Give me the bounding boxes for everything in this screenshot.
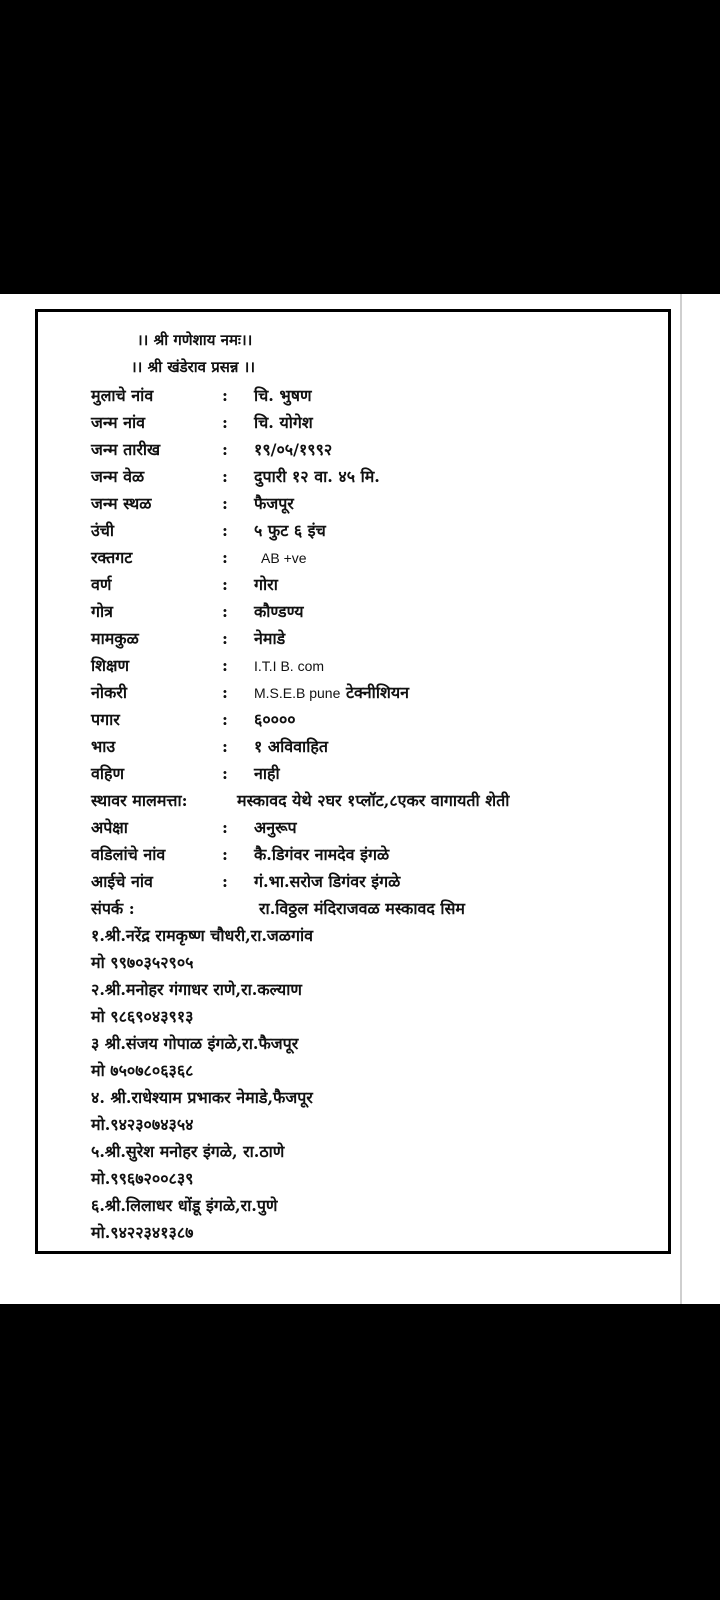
field-label: शिक्षण (91, 656, 130, 675)
field-value: चि. योगेश (254, 413, 313, 432)
field-value: चि. भुषण (254, 386, 312, 405)
field-label: उंची (91, 521, 115, 540)
field-value: नाही (254, 764, 280, 783)
field-value: १ अविवाहित (254, 737, 328, 756)
reference-2-name: २.श्री.मनोहर गंगाधर राणे,रा.कल्याण (91, 980, 302, 999)
field-label: जन्म नांव (91, 413, 146, 432)
field-label: जन्म तारीख (91, 440, 161, 459)
reference-3-name: ३ श्री.संजय गोपाळ इंगळे,रा.फैजपूर (91, 1034, 299, 1053)
field-value: ५ फुट ६ इंच (254, 521, 326, 540)
field-label: पगार (91, 710, 120, 729)
field-value: गोरा (254, 575, 278, 594)
field-colon: : (222, 629, 228, 648)
field-value: दुपारी १२ वा. ४५ मि. (254, 467, 380, 486)
field-colon: : (222, 602, 228, 621)
reference-5-name: ५.श्री.सुरेश मनोहर इंगळे, रा.ठाणे (91, 1142, 285, 1161)
field-value: कै.डिगंवर नामदेव इंगळे (254, 845, 390, 864)
field-colon: : (222, 440, 228, 459)
field-value: मस्कावद येथे २घर १प्लॉट,८एकर वागायती शेती (237, 791, 510, 810)
reference-4-name: ४. श्री.राधेश्याम प्रभाकर नेमाडे,फैजपूर (91, 1088, 313, 1107)
reference-1-name: १.श्री.नरेंद्र रामकृष्ण चौधरी,रा.जळगांव (91, 926, 313, 945)
reference-6-phone: मो.९४२२३४१३८७ (91, 1223, 194, 1242)
field-label: गोत्र (91, 602, 113, 621)
field-colon: : (222, 386, 228, 405)
field-colon: : (222, 467, 228, 486)
field-colon: : (222, 494, 228, 513)
field-brother (91, 735, 661, 763)
field-label: मामकुळ (91, 629, 139, 648)
field-value: गं.भा.सरोज डिगंवर इंगळे (254, 872, 401, 891)
reference-6-name: ६.श्री.लिलाधर धोंडू इंगळे,रा.पुणे (91, 1196, 278, 1215)
field-mother-name (91, 870, 661, 898)
reference-1-phone: मो ९९७०३५२९०५ (91, 953, 194, 972)
field-value: नेमाडे (254, 629, 286, 648)
field-label: अपेक्षा (91, 818, 128, 837)
field-label: स्थावर मालमत्ता: (91, 791, 188, 810)
field-groom-name (91, 384, 661, 412)
field-occupation (91, 681, 661, 709)
biodata-card (35, 309, 671, 1254)
field-value: रा.विठ्ठल मंदिराजवळ मस्कावद सिम (259, 899, 465, 918)
field-colon: : (222, 521, 228, 540)
field-education (91, 654, 661, 682)
photo-edge (680, 294, 682, 1304)
field-value: I.T.I B. com (254, 658, 325, 674)
field-colon: : (222, 413, 228, 432)
field-colon: : (222, 548, 228, 567)
field-label: मुलाचे नांव (91, 386, 154, 405)
field-blood-group (91, 546, 661, 574)
field-colon: : (222, 575, 228, 594)
field-complexion (91, 573, 661, 601)
field-birth-time (91, 465, 661, 493)
field-label: भाउ (91, 737, 116, 756)
field-value: कौण्डण्य (254, 602, 304, 621)
field-colon: : (222, 818, 228, 837)
field-label: रक्तगट (91, 548, 133, 567)
field-sister (91, 762, 661, 790)
invocation-khanderao: ।। श्री खंडेराव प्रसन्न ।। (131, 358, 256, 376)
field-birth-date (91, 438, 661, 466)
field-expectation (91, 816, 661, 844)
field-value: अनुरूप (254, 818, 297, 837)
field-value: फैजपूर (254, 494, 294, 513)
field-birth-place (91, 492, 661, 520)
field-label: जन्म स्थळ (91, 494, 152, 513)
field-colon: : (222, 845, 228, 864)
field-label: संपर्क : (91, 899, 135, 918)
field-value: ६०००० (254, 710, 296, 729)
field-colon: : (222, 710, 228, 729)
field-birth-name (91, 411, 661, 439)
biodata-photo (0, 294, 720, 1304)
reference-5-phone: मो.९९६७२००८३९ (91, 1169, 194, 1188)
field-gotra (91, 600, 661, 628)
field-colon: : (222, 764, 228, 783)
field-label: वर्ण (91, 575, 112, 594)
field-height (91, 519, 661, 547)
reference-2-phone: मो ९८६९०४३९१३ (91, 1007, 194, 1026)
field-maternal-clan (91, 627, 661, 655)
field-colon: : (222, 656, 228, 675)
field-salary (91, 708, 661, 736)
field-label: आईचे नांव (91, 872, 153, 891)
field-contact-address (91, 897, 661, 925)
field-father-name (91, 843, 661, 871)
field-property (91, 789, 661, 817)
field-value (254, 681, 409, 705)
field-colon: : (222, 683, 228, 702)
field-value: AB +ve (261, 550, 307, 566)
field-label: नोकरी (91, 683, 128, 702)
field-value-devanagari: टेक्नीशियन (345, 683, 410, 702)
field-label: वडिलांचे नांव (91, 845, 166, 864)
field-label: वहिण (91, 764, 125, 783)
reference-3-phone: मो ७५०७८०६३६८ (91, 1061, 194, 1080)
invocation-ganesh: ।। श्री गणेशाय नमः।। (137, 331, 253, 349)
field-value: १९/०५/१९९२ (254, 440, 333, 459)
field-colon: : (222, 737, 228, 756)
field-value-latin: M.S.E.B pune (254, 685, 341, 701)
field-colon: : (222, 872, 228, 891)
reference-4-phone: मो.९४२३०७४३५४ (91, 1115, 194, 1134)
field-label: जन्म वेळ (91, 467, 145, 486)
